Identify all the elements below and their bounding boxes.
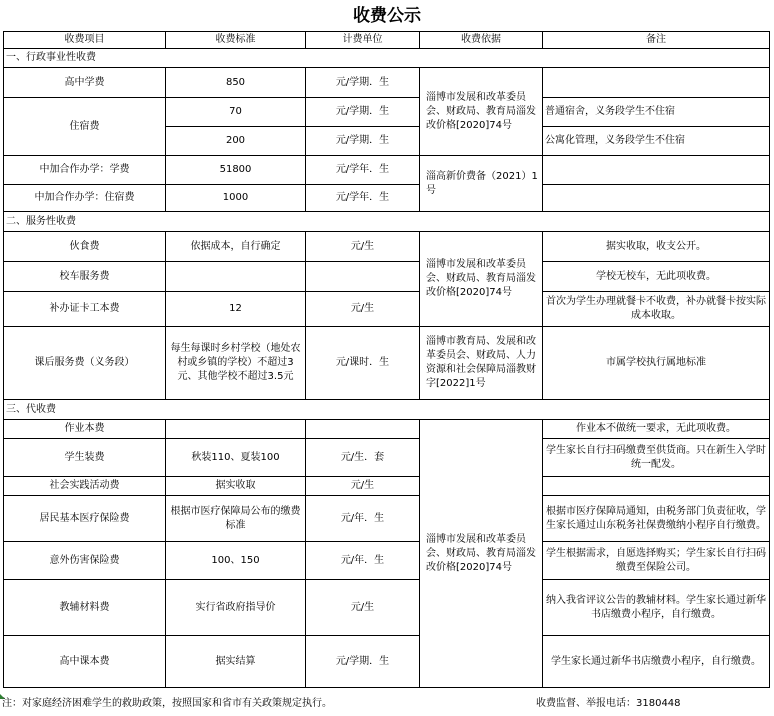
- cell-item: 教辅材料费: [4, 580, 166, 636]
- cell-item: 学生装费: [4, 439, 166, 477]
- cell-standard: 根据市医疗保障局公布的缴费标准: [166, 496, 306, 542]
- cell-standard: 据实收取: [166, 477, 306, 496]
- header-basis: 收费依据: [420, 32, 543, 49]
- cell-note: 学生家长通过新华书店缴费小程序，自行缴费。: [543, 636, 770, 688]
- table-row: [4, 292, 770, 327]
- header-note: 备注: [543, 32, 770, 49]
- cell-standard: 秋装110、夏装100: [166, 439, 306, 477]
- section-row: [4, 49, 770, 68]
- cell-item: 高中课本费: [4, 636, 166, 688]
- section-title: 一、行政事业性收费: [4, 49, 770, 68]
- cell-standard: 100、150: [166, 542, 306, 580]
- cell-basis: 淄博市教育局、发展和改革委员会、财政局、人力资源和社会保障局淄教财字[2022]1号: [420, 327, 543, 400]
- cell-basis: 淄博市发展和改革委员会、财政局、教育局淄发改价格[2020]74号: [420, 232, 543, 327]
- cell-note: 学生家长自行扫码缴费至供货商。只在新生入学时统一配发。: [543, 439, 770, 477]
- table-row: [4, 580, 770, 636]
- cell-item: 校车服务费: [4, 262, 166, 292]
- cell-standard: 1000: [166, 185, 306, 212]
- cell-item: 高中学费: [4, 68, 166, 98]
- table-row: [4, 636, 770, 688]
- section-row: [4, 212, 770, 232]
- cell-standard: 850: [166, 68, 306, 98]
- cell-standard: 200: [166, 127, 306, 156]
- cell-item: 伙食费: [4, 232, 166, 262]
- cell-note: 根据市医疗保障局通知，由税务部门负责征收，学生家长通过山东税务社保费缴纳小程序自行缴费。: [543, 496, 770, 542]
- cell-basis: 淄博市发展和改革委员会、财政局、教育局淄发改价格[2020]74号: [420, 68, 543, 156]
- cell-note: [543, 156, 770, 185]
- table-row: [4, 477, 770, 496]
- table-row: [4, 185, 770, 212]
- header-item: 收费项目: [4, 32, 166, 49]
- cell-unit: 元/学年．生: [306, 185, 420, 212]
- footer-hotline: 收费监督、举报电话：3180448: [536, 698, 681, 709]
- section-row: [4, 400, 770, 420]
- cell-item: 意外伤害保险费: [4, 542, 166, 580]
- cell-note: [543, 185, 770, 212]
- footer: [0, 695, 774, 713]
- table-row: [4, 542, 770, 580]
- cell-note: 作业本不做统一要求，无此项收费。: [543, 420, 770, 439]
- cell-standard: 依据成本，自行确定: [166, 232, 306, 262]
- table-row: [4, 98, 770, 127]
- cell-standard: 70: [166, 98, 306, 127]
- page-title: 收费公示: [353, 6, 421, 26]
- cell-note: 据实收取，收支公开。: [543, 232, 770, 262]
- cell-item: 中加合作办学：学费: [4, 156, 166, 185]
- table-row: [4, 156, 770, 185]
- cell-unit: 元/学期．生: [306, 98, 420, 127]
- cell-basis: 淄博市发展和改革委员会、财政局、教育局淄发改价格[2020]74号: [420, 420, 543, 688]
- cell-unit: 元/生．套: [306, 439, 420, 477]
- header-standard: 收费标准: [166, 32, 306, 49]
- section-title: 二、服务性收费: [4, 212, 770, 232]
- cell-item: 居民基本医疗保险费: [4, 496, 166, 542]
- header-row: [4, 32, 770, 49]
- cell-unit: 元/学期．生: [306, 68, 420, 98]
- cell-item: 中加合作办学：住宿费: [4, 185, 166, 212]
- cell-note: 公寓化管理，义务段学生不住宿: [543, 127, 770, 156]
- cell-unit: 元/生: [306, 580, 420, 636]
- cell-unit: 元/学期．生: [306, 127, 420, 156]
- cell-standard: 每生每课时乡村学校（地处农村或乡镇的学校）不超过3元、其他学校不超过3.5元: [166, 327, 306, 400]
- cell-item: 社会实践活动费: [4, 477, 166, 496]
- cell-standard: 实行省政府指导价: [166, 580, 306, 636]
- cell-note: 纳入我省评议公告的教辅材料。学生家长通过新华书店缴费小程序，自行缴费。: [543, 580, 770, 636]
- table-row: [4, 439, 770, 477]
- cell-note: 市属学校执行属地标准: [543, 327, 770, 400]
- cell-item: 住宿费: [4, 98, 166, 156]
- cell-item: 补办证卡工本费: [4, 292, 166, 327]
- cell-unit: [306, 262, 420, 292]
- fee-table: [3, 31, 770, 688]
- cell-note: [543, 477, 770, 496]
- footer-note: 注：对家庭经济困难学生的救助政策，按照国家和省市有关政策规定执行。: [2, 698, 332, 709]
- cell-unit: 元/课时．生: [306, 327, 420, 400]
- cell-unit: 元/年．生: [306, 496, 420, 542]
- cell-note: [543, 68, 770, 98]
- cell-standard: [166, 420, 306, 439]
- cell-item: 作业本费: [4, 420, 166, 439]
- cell-unit: 元/生: [306, 232, 420, 262]
- cell-unit: 元/年．生: [306, 542, 420, 580]
- cell-note: 首次为学生办理就餐卡不收费，补办就餐卡按实际成本收取。: [543, 292, 770, 327]
- cell-basis: 淄高新价费备（2021）1号: [420, 156, 543, 212]
- table-row: [4, 68, 770, 98]
- table-row: [4, 327, 770, 400]
- cell-unit: 元/生: [306, 292, 420, 327]
- section-title: 三、代收费: [4, 400, 770, 420]
- cell-unit: [306, 420, 420, 439]
- cell-item: 课后服务费（义务段）: [4, 327, 166, 400]
- cell-unit: 元/生: [306, 477, 420, 496]
- cell-note: 普通宿舍，义务段学生不住宿: [543, 98, 770, 127]
- table-row: [4, 420, 770, 439]
- table-row: [4, 262, 770, 292]
- table-row: [4, 232, 770, 262]
- cell-standard: 12: [166, 292, 306, 327]
- header-unit: 计费单位: [306, 32, 420, 49]
- cell-unit: 元/学年．生: [306, 156, 420, 185]
- table-row: [4, 496, 770, 542]
- cell-standard: 据实结算: [166, 636, 306, 688]
- cell-standard: [166, 262, 306, 292]
- cell-unit: 元/学期．生: [306, 636, 420, 688]
- cell-note: 学校无校车，无此项收费。: [543, 262, 770, 292]
- cell-note: 学生根据需求，自愿选择购买；学生家长自行扫码缴费至保险公司。: [543, 542, 770, 580]
- cell-standard: 51800: [166, 156, 306, 185]
